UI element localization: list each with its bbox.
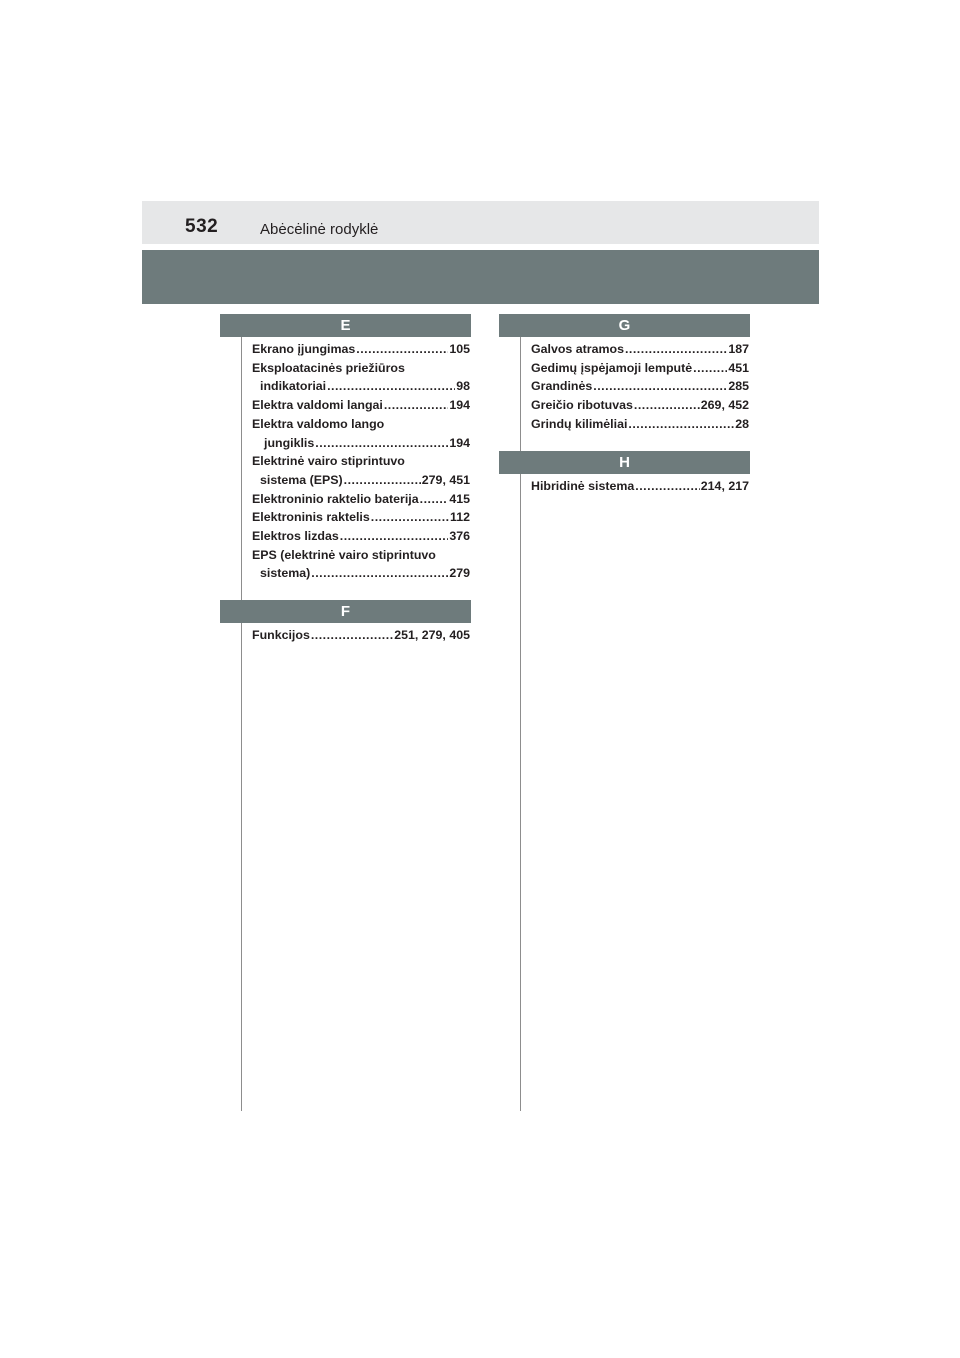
entry-term: Elektroninio raktelio baterija — [252, 491, 419, 506]
index-entry — [252, 626, 470, 645]
entry-term: Grandinės — [531, 379, 593, 394]
leader-dots — [340, 527, 449, 546]
section-h-entries — [531, 477, 749, 496]
index-entry — [252, 527, 470, 546]
entry-term: Elektra valdomi langai — [252, 398, 383, 413]
leader-dots — [634, 396, 700, 415]
entry-pages[interactable]: 28 — [735, 416, 749, 431]
entry-term: Grindų kilimėliai — [531, 416, 628, 431]
entry-term: Elektros lizdas — [252, 529, 339, 544]
entry-pages[interactable]: 98 — [456, 379, 470, 394]
index-entry — [531, 340, 749, 359]
leader-dots — [371, 508, 449, 527]
entry-pages[interactable]: 279 — [449, 566, 470, 581]
leader-dots — [311, 626, 393, 645]
section-band — [142, 250, 819, 304]
index-entry — [252, 377, 470, 396]
entry-term-line1: Elektra valdomo lango — [252, 416, 385, 431]
index-entry — [531, 377, 749, 396]
index-entry — [531, 359, 749, 378]
entry-term: indikatoriai — [260, 379, 327, 394]
index-entry — [252, 471, 470, 490]
entry-pages[interactable]: 279, 451 — [421, 472, 470, 487]
entry-pages[interactable]: 105 — [449, 342, 470, 356]
entry-pages[interactable]: 187 — [728, 342, 749, 356]
index-entry — [252, 508, 470, 527]
entry-term: sistema) — [260, 566, 311, 581]
section-e-entries — [252, 340, 470, 583]
entry-pages[interactable]: 415 — [449, 491, 470, 506]
section-heading-g: G — [499, 314, 750, 337]
leader-dots — [327, 377, 455, 396]
entry-term: Galvos atramos — [531, 342, 624, 356]
leader-dots — [628, 415, 734, 434]
leader-dots — [311, 564, 448, 583]
leader-dots — [635, 477, 699, 496]
leader-dots — [344, 471, 421, 490]
entry-pages[interactable]: 194 — [449, 435, 470, 450]
index-entry — [531, 415, 749, 434]
index-entry — [252, 564, 470, 583]
index-entry — [252, 340, 470, 359]
entry-term-line1: EPS (elektrinė vairo stiprintuvo — [252, 547, 436, 562]
index-entry — [252, 434, 470, 453]
entry-term: Ekrano įjungimas — [252, 342, 356, 356]
entry-pages[interactable]: 112 — [450, 510, 470, 525]
left-column-rule — [241, 337, 242, 1111]
entry-term: Hibridinė sistema — [531, 479, 635, 493]
entry-pages[interactable]: 451 — [728, 360, 749, 375]
entry-pages[interactable]: 269, 452 — [700, 398, 749, 413]
index-entry — [531, 477, 749, 496]
page-number: 532 — [185, 216, 219, 237]
entry-pages[interactable]: 194 — [449, 398, 470, 413]
entry-term: Funkcijos — [252, 628, 310, 642]
section-f-entries — [252, 626, 470, 645]
entry-pages[interactable]: 285 — [728, 379, 749, 394]
section-g-entries — [531, 340, 749, 434]
entry-term-line1: Elektrinė vairo stiprintuvo — [252, 454, 405, 469]
leader-dots — [356, 340, 448, 359]
entry-term: jungiklis — [264, 435, 315, 450]
entry-pages[interactable]: 251, 279, 405 — [394, 628, 470, 642]
section-heading-h: H — [499, 451, 750, 474]
leader-dots — [420, 490, 449, 509]
page-title: Abėcėlinė rodyklė — [260, 221, 379, 238]
leader-dots — [384, 396, 448, 415]
entry-term-line1: Eksploatacinės priežiūros — [252, 360, 405, 375]
entry-term: Gedimų įspėjamoji lemputė — [531, 360, 693, 375]
entry-pages[interactable]: 214, 217 — [700, 479, 749, 493]
leader-dots — [315, 434, 448, 453]
entry-term: Greičio ribotuvas — [531, 398, 633, 413]
leader-dots — [625, 340, 727, 359]
section-heading-f: F — [220, 600, 471, 623]
entry-term: Elektroninis raktelis — [252, 510, 370, 525]
section-heading-e: E — [220, 314, 471, 337]
entry-pages[interactable]: 376 — [449, 529, 470, 544]
header-bar — [142, 201, 819, 244]
index-entry — [531, 396, 749, 415]
index-entry — [252, 396, 470, 415]
leader-dots — [693, 359, 727, 378]
entry-term: sistema (EPS) — [260, 472, 343, 487]
leader-dots — [593, 377, 727, 396]
index-entry — [252, 490, 470, 509]
